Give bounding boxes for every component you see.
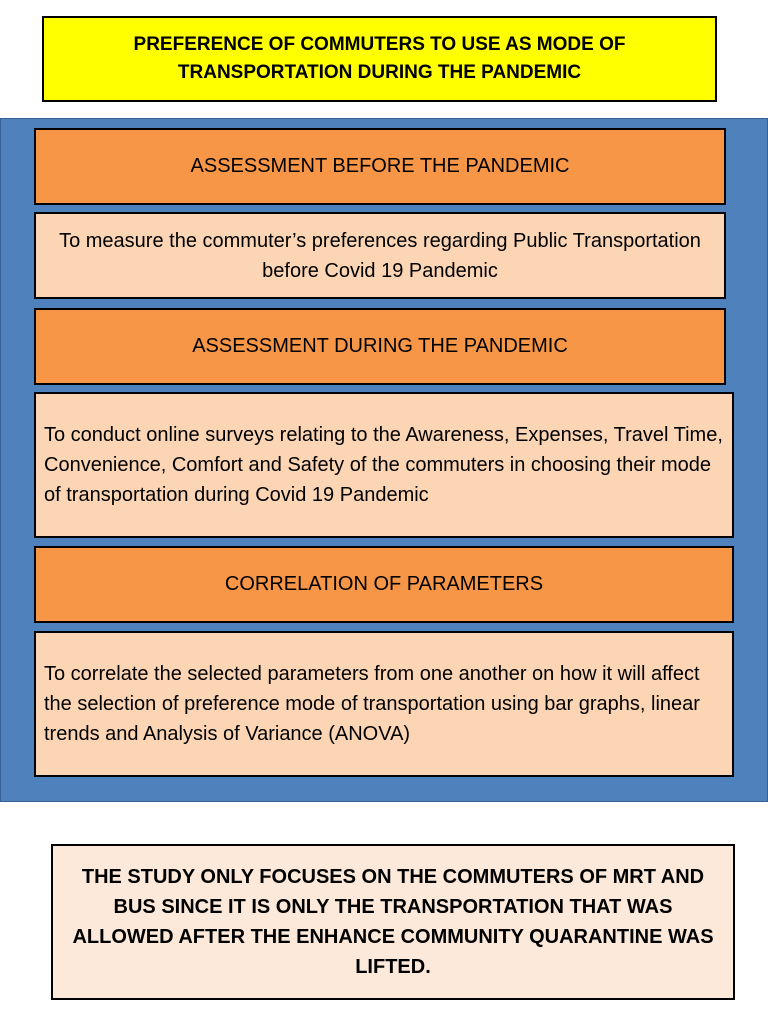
step-3-description: To correlate the selected parameters from one another on how it will affect the selection of preference mode of transportation using bar graphs, linear trends and Analysis of Variance (ANOVA) xyxy=(34,631,734,777)
step-3-header: CORRELATION OF PARAMETERS xyxy=(34,546,734,623)
scope-note: THE STUDY ONLY FOCUSES ON THE COMMUTERS OF MRT AND BUS SINCE IT IS ONLY THE TRANSPORTATION THAT WAS ALLOWED AFTER THE ENHANCE COMMUNITY QUARANTINE WAS LIFTED. xyxy=(51,844,735,1000)
step-2-header: ASSESSMENT DURING THE PANDEMIC xyxy=(34,308,726,385)
step-1-description: To measure the commuter’s preferences regarding Public Transportation before Covid 19 Pandemic xyxy=(34,212,726,299)
step-1-header: ASSESSMENT BEFORE THE PANDEMIC xyxy=(34,128,726,205)
diagram-title: PREFERENCE OF COMMUTERS TO USE AS MODE OF TRANSPORTATION DURING THE PANDEMIC xyxy=(42,16,717,102)
step-2-description: To conduct online surveys relating to the Awareness, Expenses, Travel Time, Convenience, Comfort and Safety of the commuters in choosing their mode of transportation during Covid 19 Pandemic xyxy=(34,392,734,538)
